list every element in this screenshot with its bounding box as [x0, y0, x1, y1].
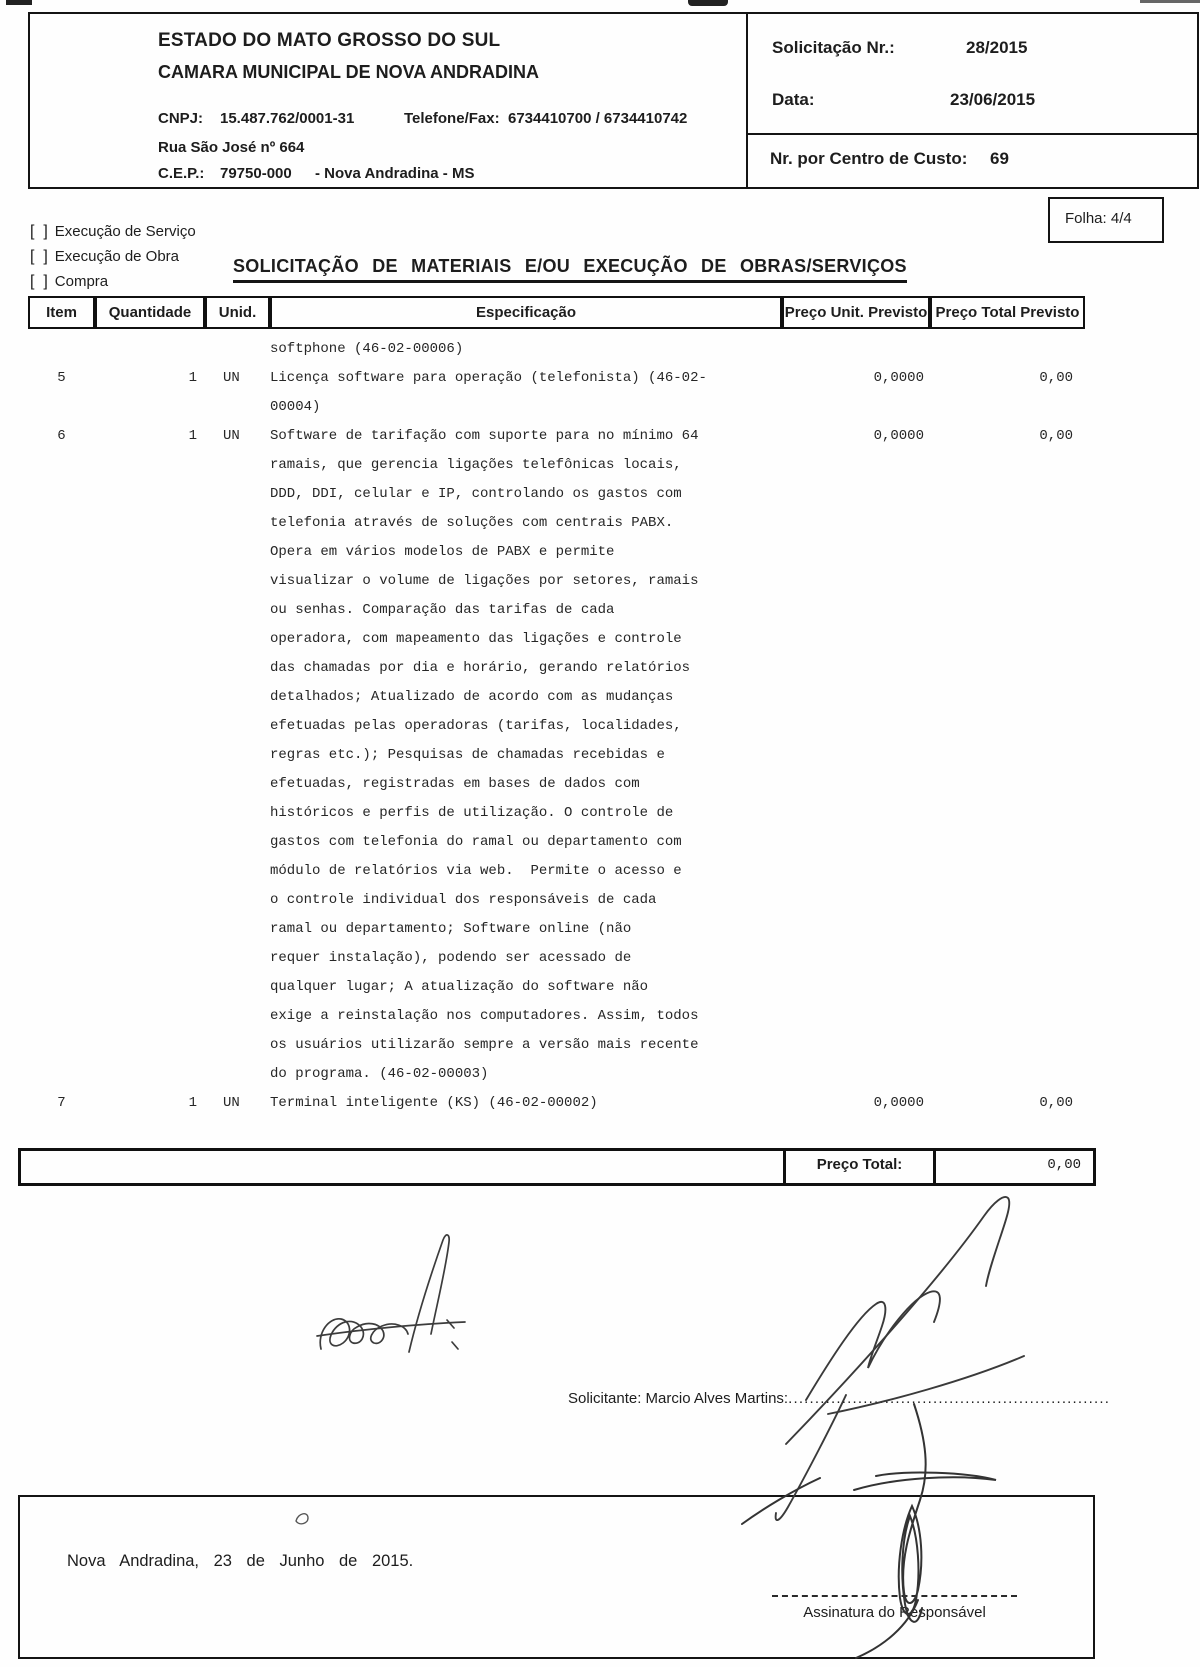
specification-line: requer instalação), podendo ser acessado de [270, 950, 632, 966]
total-label: Preço Total: [783, 1151, 933, 1183]
specification-line: efetuadas, registradas em bases de dados com [270, 776, 640, 792]
table-row [28, 422, 1085, 1089]
dotted-signature-line: ............................................................ [788, 1390, 1111, 1407]
column-header-unid: Unid. [205, 296, 270, 329]
unit-cell: UN [223, 428, 240, 444]
table-row [28, 335, 1085, 364]
specification-line: Opera em vários modelos de PABX e permite [270, 544, 615, 560]
checkbox-icon: [ ] [30, 273, 48, 290]
responsavel-label: Assinatura do Responsável [803, 1604, 986, 1621]
address-line: Rua São José nº 664 [158, 139, 305, 156]
solicitante-label: Solicitante: Marcio Alves Martins: [568, 1390, 789, 1407]
specification-line: detalhados; Atualizado de acordo com as mudanças [270, 689, 674, 705]
signature-dashed-line [772, 1595, 1017, 1597]
unit-price-cell: 0,0000 [873, 428, 924, 444]
quantity-cell [95, 335, 205, 364]
specification-line: ou senhas. Comparação das tarifas de cada [270, 602, 615, 618]
total-price-cell: 0,00 [1039, 370, 1073, 386]
quantity-cell: 1 [188, 1095, 197, 1111]
checkbox-icon: [ ] [30, 223, 48, 240]
signature-solicitante-left [317, 1235, 465, 1352]
quantity-cell: 1 [188, 370, 197, 386]
table-row [28, 364, 1085, 422]
checkbox-execucao-servico [30, 219, 196, 244]
checkbox-compra [30, 269, 196, 294]
total-row-spacer [21, 1151, 783, 1183]
unit-price-cell [782, 335, 930, 364]
table-header [28, 296, 1085, 329]
specification-cell [270, 335, 782, 364]
specification-line: gastos com telefonia do ramal ou departamento com [270, 834, 682, 850]
specification-line: operadora, com mapeamento das ligações e controle [270, 631, 682, 647]
specification-line: qualquer lugar; A atualização do software não [270, 979, 649, 995]
phone-value: 6734410700 / 6734410742 [508, 110, 688, 127]
specification-line: DDD, DDI, celular e IP, controlando os gastos com [270, 486, 682, 502]
signature-footer-box [18, 1495, 1095, 1659]
request-info-box [746, 12, 1199, 137]
total-value: 0,00 [933, 1151, 1093, 1183]
data-value: 23/06/2015 [950, 90, 1036, 109]
unit-price-cell: 0,0000 [873, 370, 924, 386]
checkbox-label: Execução de Serviço [54, 223, 196, 240]
specification-line: telefonia através de soluções com centrais PABX. [270, 515, 674, 531]
unit-cell [205, 335, 270, 364]
folha-value: 4/4 [1110, 210, 1132, 227]
cep-value: 79750-000 [220, 165, 292, 182]
specification-line: o controle individual dos responsáveis de cada [270, 892, 657, 908]
specification-cell [270, 422, 782, 1089]
org-name-line2: CAMARA MUNICIPAL DE NOVA ANDRADINA [158, 62, 539, 82]
column-header-preco-total: Preço Total Previsto [930, 296, 1085, 329]
specification-line: históricos e perfis de utilização. O controle de [270, 805, 674, 821]
cnpj-value: 15.487.762/0001-31 [220, 110, 355, 127]
checkbox-icon: [ ] [30, 248, 48, 265]
date-line: Nova Andradina, 23 de Junho de 2015. [67, 1552, 414, 1570]
column-header-item: Item [28, 296, 95, 329]
unit-cell: UN [223, 1095, 240, 1111]
specification-line: visualizar o volume de ligações por setores, ramais [270, 573, 699, 589]
request-type-checkboxes [30, 219, 196, 294]
city-value: - Nova Andradina - MS [315, 165, 475, 182]
document-title: SOLICITAÇÃO DE MATERIAIS E/OU EXECUÇÃO DE OBRAS/SERVIÇOS [233, 256, 907, 283]
specification-line: regras etc.); Pesquisas de chamadas recebidas e [270, 747, 665, 763]
solicitante-line [568, 1390, 1110, 1407]
specification-line: os usuários utilizarão sempre a versão mais recente [270, 1037, 699, 1053]
cost-center-box [746, 133, 1199, 189]
page-number-box [1048, 197, 1164, 243]
specification-line: Licença software para operação (telefonista) (46-02- [270, 370, 707, 386]
scan-artifact [6, 0, 32, 5]
phone-label: Telefone/Fax: [404, 110, 500, 127]
quantity-cell: 1 [188, 428, 197, 444]
cnpj-label: CNPJ: [158, 110, 204, 127]
total-row [18, 1148, 1096, 1186]
column-header-especificacao: Especificação [270, 296, 782, 329]
specification-line: exige a reinstalação nos computadores. Assim, todos [270, 1008, 699, 1024]
total-price-cell: 0,00 [1039, 1095, 1073, 1111]
item-number-cell: 5 [57, 370, 66, 386]
solicitacao-value: 28/2015 [966, 38, 1028, 57]
specification-line: Terminal inteligente (KS) (46-02-00002) [270, 1095, 598, 1111]
org-header-box [28, 12, 750, 189]
solicitacao-label: Solicitação Nr.: [772, 38, 895, 57]
specification-line: 00004) [270, 399, 321, 415]
item-number-cell: 6 [57, 428, 66, 444]
specification-line: softphone (46-02-00006) [270, 341, 464, 357]
specification-line: do programa. (46-02-00003) [270, 1066, 489, 1082]
specification-cell [270, 1089, 782, 1118]
specification-line: módulo de relatórios via web. Permite o acesso e [270, 863, 682, 879]
responsavel-signature-area [772, 1595, 1017, 1621]
centro-custo-value: 69 [990, 149, 1009, 168]
folha-text [1065, 210, 1132, 227]
checkbox-label: Execução de Obra [54, 248, 180, 265]
item-number-cell: 7 [57, 1095, 66, 1111]
cep-label: C.E.P.: [158, 165, 205, 182]
specification-line: Software de tarifação com suporte para no mínimo 64 [270, 428, 699, 444]
checkbox-label: Compra [54, 273, 109, 290]
total-price-cell: 0,00 [1039, 428, 1073, 444]
signature-solicitante-right [776, 1197, 1024, 1520]
unit-cell: UN [223, 370, 240, 386]
specification-cell [270, 364, 782, 422]
table-body [28, 335, 1085, 1118]
specification-line: das chamadas por dia e horário, gerando relatórios [270, 660, 691, 676]
column-header-quantidade: Quantidade [95, 296, 205, 329]
org-name-line1: ESTADO DO MATO GROSSO DO SUL [158, 30, 501, 51]
checkbox-execucao-obra [30, 244, 196, 269]
total-price-cell [930, 335, 1085, 364]
scan-artifact [1140, 0, 1200, 3]
specification-line: efetuadas pelas operadoras (tarifas, localidades, [270, 718, 682, 734]
unit-price-cell: 0,0000 [873, 1095, 924, 1111]
data-label: Data: [772, 90, 815, 109]
column-header-preco-unit: Preço Unit. Previsto [782, 296, 930, 329]
table-row [28, 1089, 1085, 1118]
folha-label: Folha: [1065, 210, 1107, 227]
centro-custo-label: Nr. por Centro de Custo: [770, 149, 968, 168]
scan-artifact [688, 0, 728, 6]
specification-line: ramais, que gerencia ligações telefônicas locais, [270, 457, 682, 473]
specification-line: ramal ou departamento; Software online (não [270, 921, 632, 937]
item-number-cell [28, 335, 95, 364]
